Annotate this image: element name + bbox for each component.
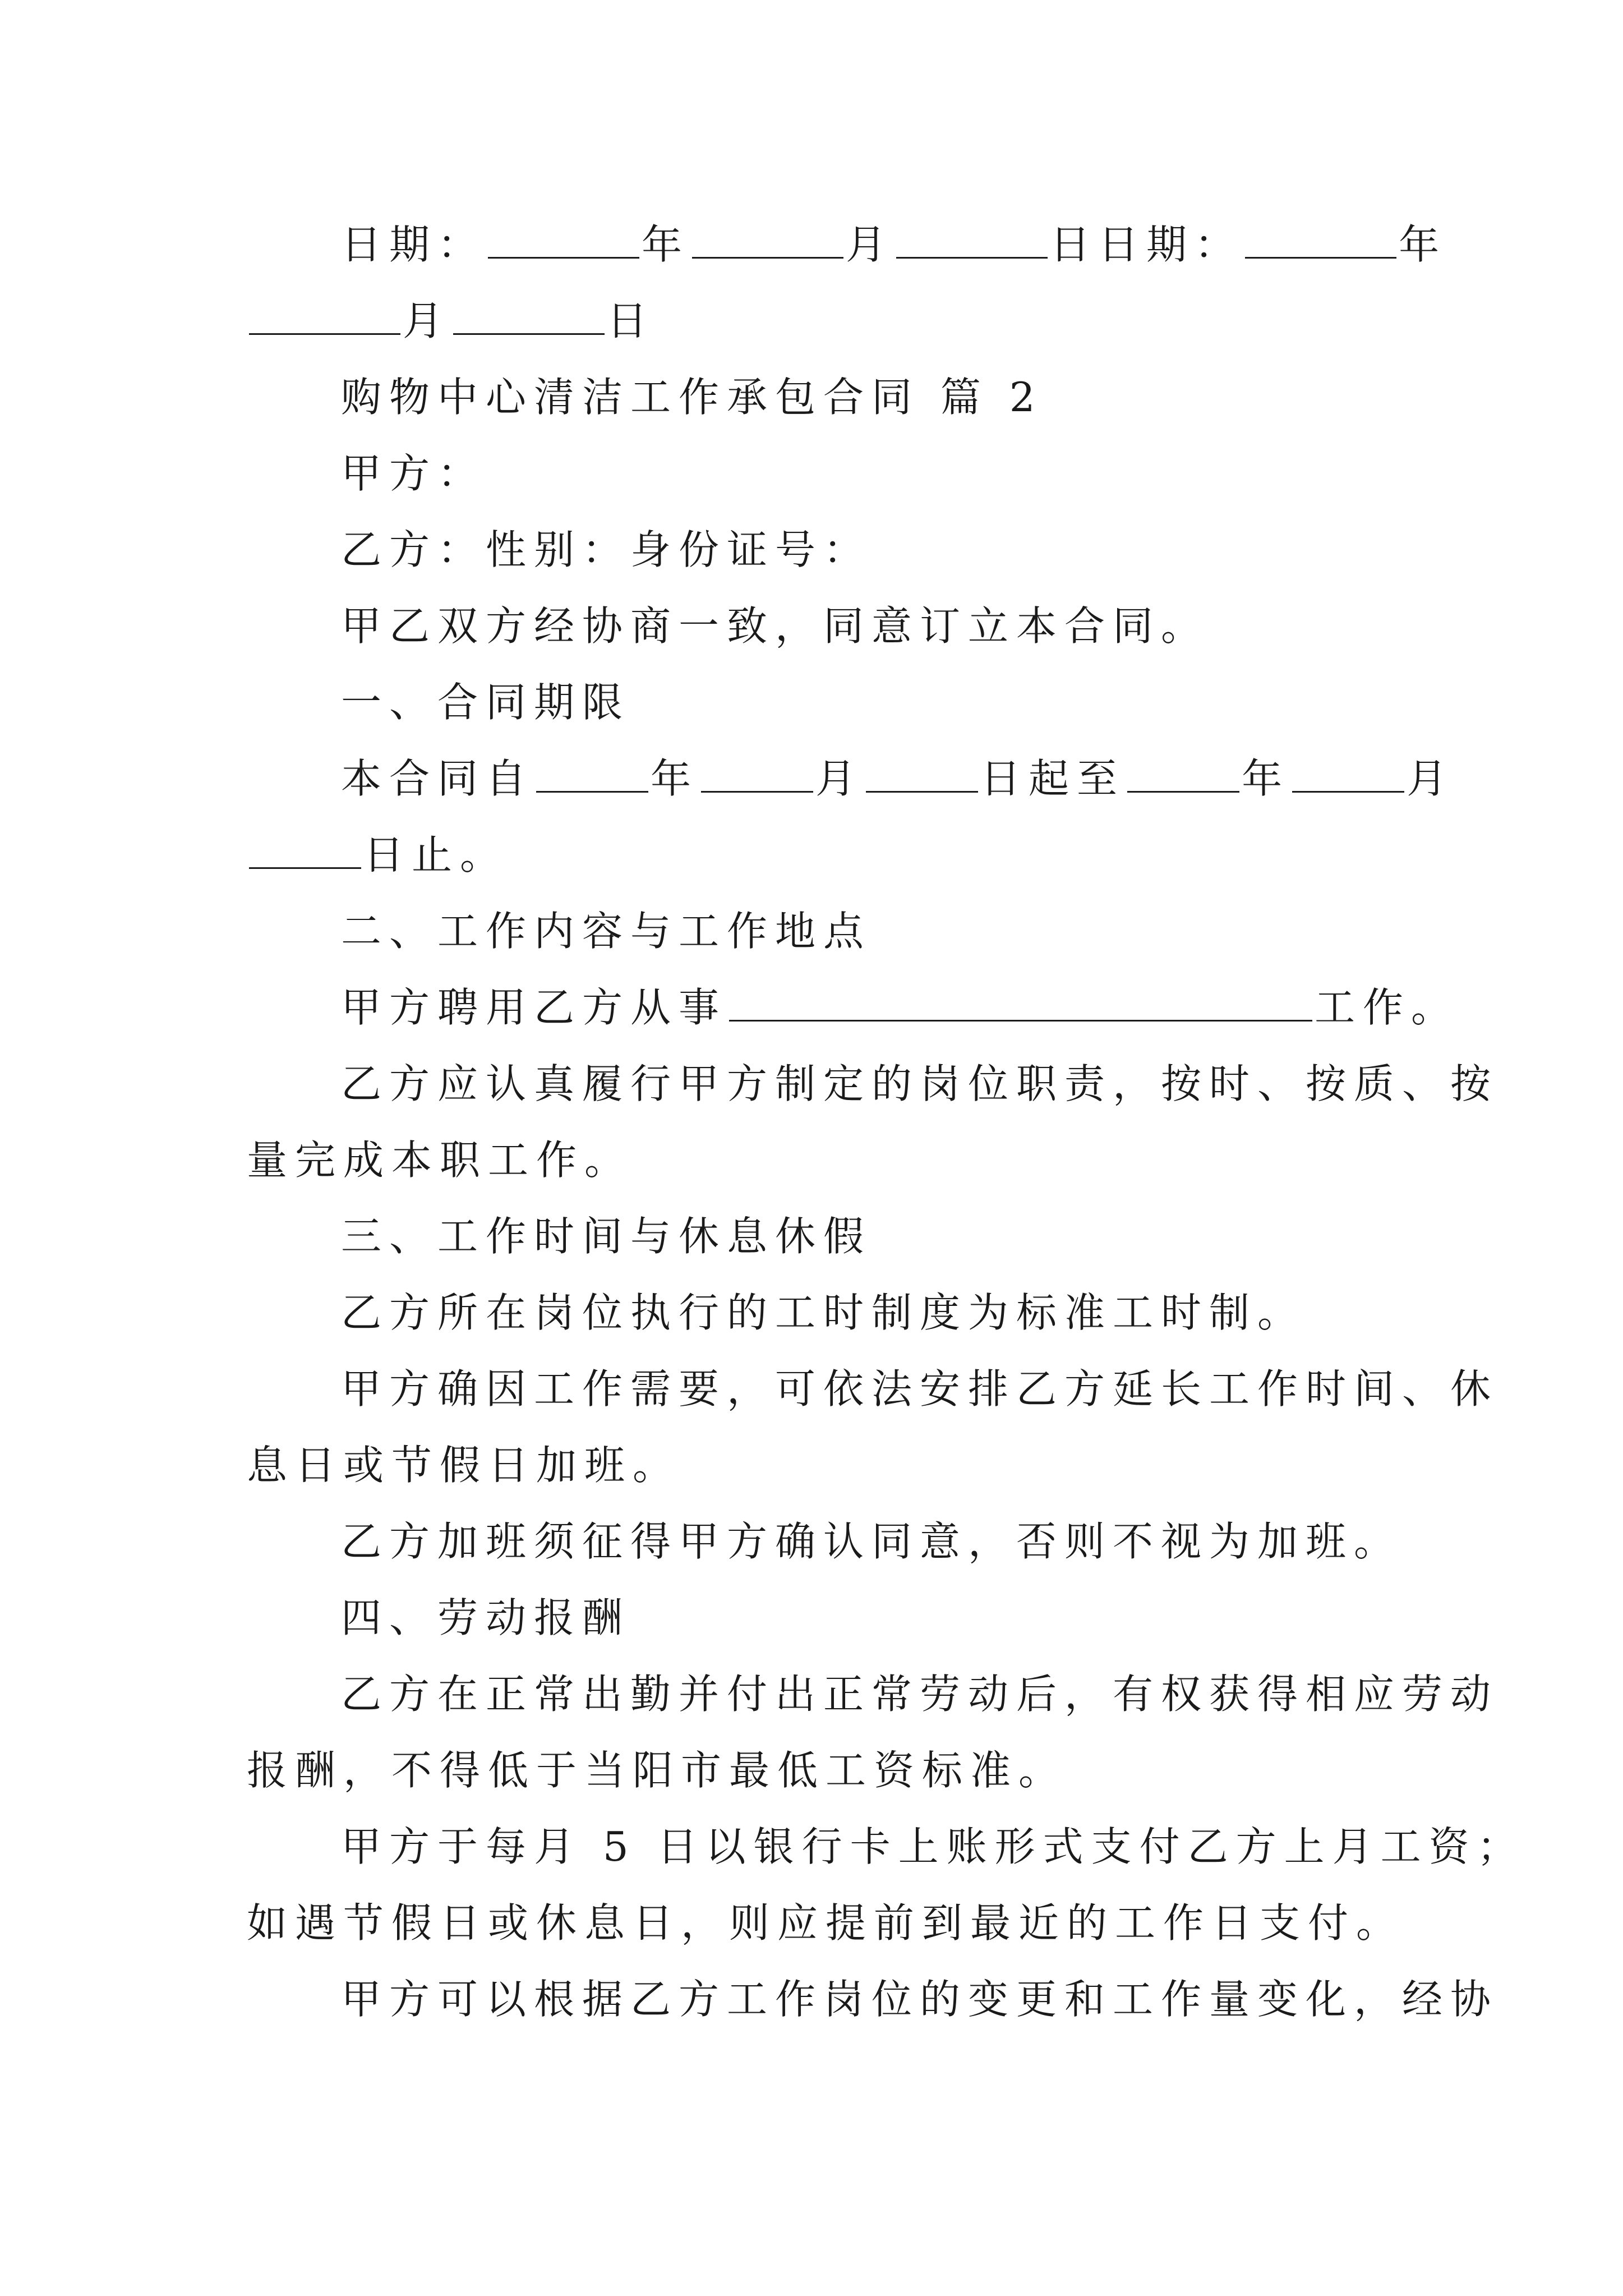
payday-line-1: 甲方于每月 5 日以银行卡上账形式支付乙方上月工资； xyxy=(341,1823,1525,1870)
section-1-heading: 一、合同期限 xyxy=(341,679,631,726)
section-3-heading: 三、工作时间与休息休假 xyxy=(341,1213,872,1260)
term-end-label: 日止。 xyxy=(363,831,509,878)
adjust-line-1: 甲方可以根据乙方工作岗位的变更和工作量变化，经协 xyxy=(341,1976,1499,2023)
work-label: 工作。 xyxy=(1315,984,1460,1031)
working-hours-line: 乙方所在岗位执行的工时制度为标准工时制。 xyxy=(341,1289,1306,1336)
contract-term-line-1 xyxy=(247,740,1455,817)
party-a-line: 甲方： xyxy=(341,450,486,497)
contract-term-line-2 xyxy=(247,817,1385,893)
overtime-confirm-line: 乙方加班须征得甲方确认同意，否则不视为加班。 xyxy=(341,1518,1403,1565)
signature-date-line-2 xyxy=(247,283,1385,359)
day-label-2: 日 xyxy=(607,297,656,344)
employment-line xyxy=(247,969,1460,1046)
month-blank[interactable] xyxy=(692,219,843,259)
employment-label: 甲方聘用乙方从事 xyxy=(341,984,727,1031)
year-label-2: 年 xyxy=(1399,221,1447,268)
pay-line-2: 报酬，不得低于当阳市最低工资标准。 xyxy=(247,1747,1067,1794)
section-2-heading: 二、工作内容与工作地点 xyxy=(341,908,872,955)
start-day-blank[interactable] xyxy=(866,753,978,793)
end-year-blank[interactable] xyxy=(1127,753,1239,793)
signature-date-line-1 xyxy=(247,206,1447,283)
overtime-line-2: 息日或节假日加班。 xyxy=(247,1442,681,1489)
date-label: 日期： xyxy=(341,221,486,268)
end-year-label: 年 xyxy=(1242,755,1290,802)
start-month-label: 月 xyxy=(815,755,864,802)
day-date-label: 日日期： xyxy=(1050,221,1243,268)
party-b-line: 乙方：性别：身份证号： xyxy=(341,526,872,573)
year-blank[interactable] xyxy=(488,219,639,259)
start-year-label: 年 xyxy=(651,755,699,802)
month-blank-2[interactable] xyxy=(249,295,400,335)
duty-line-2: 量完成本职工作。 xyxy=(247,1137,633,1184)
contract-title: 购物中心清洁工作承包合同 篇 2 xyxy=(341,374,1043,421)
job-blank[interactable] xyxy=(729,982,1312,1022)
end-day-blank[interactable] xyxy=(249,829,361,869)
day-blank-2[interactable] xyxy=(453,295,605,335)
duty-line-1: 乙方应认真履行甲方制定的岗位职责，按时、按质、按 xyxy=(341,1060,1499,1107)
year-label: 年 xyxy=(642,221,690,268)
pay-line-1: 乙方在正常出勤并付出正常劳动后，有权获得相应劳动 xyxy=(341,1671,1499,1718)
day-blank[interactable] xyxy=(896,219,1048,259)
start-month-blank[interactable] xyxy=(701,753,813,793)
term-to-label: 日起至 xyxy=(980,755,1126,802)
end-month-blank[interactable] xyxy=(1292,753,1404,793)
section-4-heading: 四、劳动报酬 xyxy=(341,1594,631,1641)
overtime-line-1: 甲方确因工作需要，可依法安排乙方延长工作时间、休 xyxy=(341,1365,1499,1412)
month-label-2: 月 xyxy=(403,297,451,344)
end-month-label: 月 xyxy=(1407,755,1455,802)
agreement-line: 甲乙双方经协商一致，同意订立本合同。 xyxy=(341,602,1210,650)
month-label: 月 xyxy=(846,221,895,268)
term-start-label: 本合同自 xyxy=(341,755,534,802)
payday-line-2: 如遇节假日或休息日，则应提前到最近的工作日支付。 xyxy=(247,1899,1405,1947)
start-year-blank[interactable] xyxy=(536,753,648,793)
year-blank-2[interactable] xyxy=(1245,219,1396,259)
